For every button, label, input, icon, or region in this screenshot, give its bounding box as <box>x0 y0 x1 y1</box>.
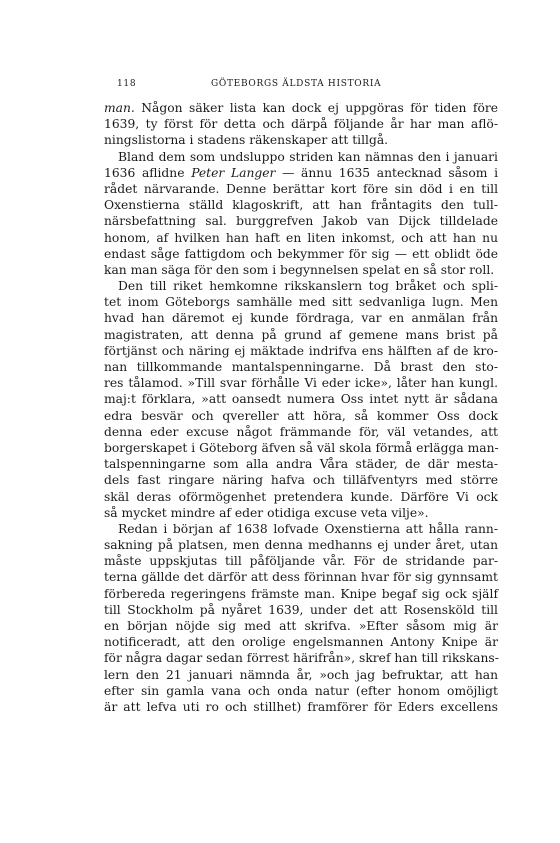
text-line: för några dagar sedan förrest härifrån», skref han till rikskans- <box>104 651 499 666</box>
text-line: dels fast ringare näring hafva och tilläfventyrs med större <box>104 473 498 488</box>
text-line: en början nöjde sig med att skrifva. »Efter såsom mig är <box>104 619 498 633</box>
page-number: 118 <box>117 79 137 89</box>
text-line: Bland dem som undsluppo striden kan nämnas den i januari <box>118 149 498 164</box>
text-line: förtjänst och näring ej mäktade indrifva ens hälften af de kro- <box>104 343 498 358</box>
text-line: endast såge fattigdom och bekymmer för sig — ett oblidt öde <box>104 246 498 261</box>
text-line: Redan i början af 1638 lofvade Oxenstierna att hålla rann- <box>118 521 498 536</box>
page-header <box>117 76 498 92</box>
text-line: förbereda regeringens främste man. Knipe begaf sig ock själf <box>104 586 498 601</box>
text-line: edra besvär och qvereller att höra, så kommer Oss dock <box>104 408 498 423</box>
text-line: rådet närvarande. Denne berättar kort före sin död i en till <box>104 181 498 196</box>
text-line: denna eder excuse något främmande för, väl vetandes, att <box>104 424 498 439</box>
text-line: notificeradt, att den orolige engelsmannen Antony Knipe är <box>104 635 498 650</box>
text-line: man. Någon säker lista kan dock ej uppgöras för tiden före <box>104 101 498 115</box>
text-line: talspenningarne som alla andra Våra städer, de där mesta- <box>104 457 498 472</box>
running-title: GÖTEBORGS ÄLDSTA HISTORIA <box>211 79 382 89</box>
text-line: närsbefattning sal. burggrefven Jakob van Dijck tilldelade <box>104 214 498 229</box>
text-line: maj:t förklara, »att oansedt numera Oss intet nytt är sådana <box>104 392 498 407</box>
text-line: till Stockholm på nyåret 1639, under det att Rosensköld till <box>104 602 498 617</box>
text-line: efter sin gamla vana och onda natur (efter honom omöjligt <box>104 683 498 698</box>
text-line: 1636 aflidne Peter Langer — ännu 1635 antecknad såsom i <box>104 165 499 180</box>
text-line: är att lefva uti ro och stillhet) framförer för Eders excellens <box>104 699 498 714</box>
text-line: skäl deras oförmögenhet pretendera kunde. Därföre Vi ock <box>104 489 498 504</box>
text-line: tet inom Göteborgs samhälle med sitt sedvanliga lugn. Men <box>104 295 498 310</box>
text-line: honom, af hvilken han haft en liten inkomst, och att han nu <box>104 230 498 245</box>
text-line: Den till riket hemkomne rikskanslern tog bråket och spli- <box>118 279 498 294</box>
text-line: res tålamod. »Till svar förhålle Vi eder icke», låter han kungl. <box>104 376 498 391</box>
text-line: kan man säga för den som i begynnelsen spelat en så stor roll. <box>104 262 495 277</box>
text-line: terna gällde det därför att dess förinnan hvar för sig gynnsamt <box>104 570 498 585</box>
text-line: magistraten, att denna på grund af gemene mans brist på <box>104 327 498 342</box>
text-line: måste uppskjutas till påföljande vår. För de stridande par- <box>104 554 498 569</box>
text-line: ningslistorna i stadens räkenskaper att tillgå. <box>104 133 389 148</box>
body-text <box>104 100 498 715</box>
text-line: hvad han däremot ej kunde fördraga, var en anmälan från <box>104 311 498 326</box>
text-line: borgerskapet i Göteborg äfven så väl skola förmå erlägga man- <box>104 440 499 455</box>
text-line: Oxenstierna ställd klagoskrift, att han fråntagits den tull- <box>104 198 498 213</box>
text-line: nan tillkommande mantalspenningarne. Då brast den sto- <box>104 360 498 374</box>
text-line: lern den 21 januari nämnda år, »och jag befruktar, att han <box>104 667 498 682</box>
text-line: så mycket mindre af eder otidiga excuse veta vilje». <box>104 505 429 520</box>
text-line: 1639, ty först för detta och därpå följande år har man aflö- <box>104 117 498 132</box>
text-line: sakning på platsen, men denna medhanns ej under året, utan <box>104 538 498 553</box>
